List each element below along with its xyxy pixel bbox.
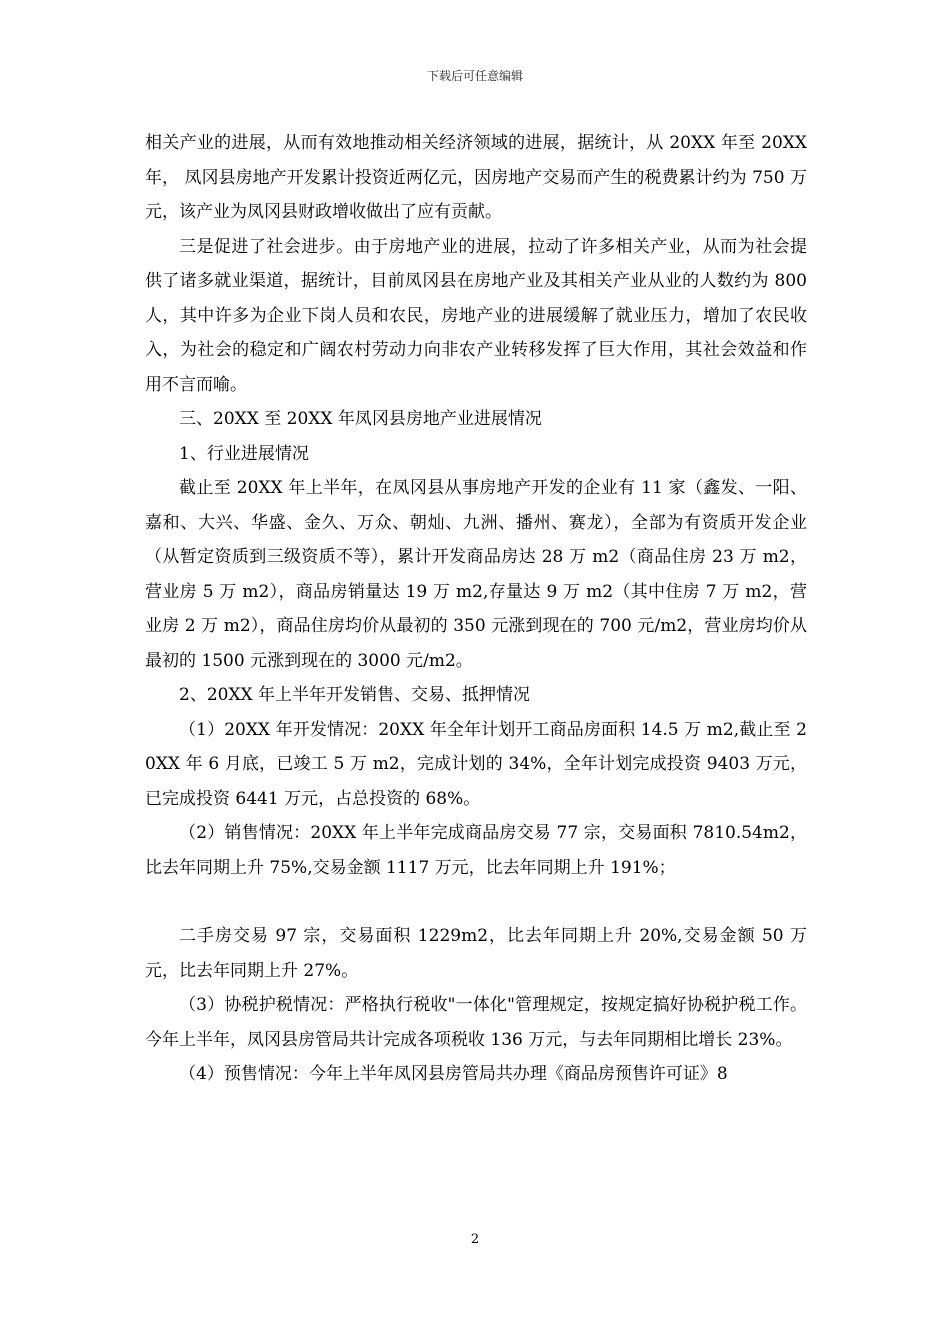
- subsection-heading-industry: 1、行业进展情况: [179, 443, 309, 464]
- paragraph-presale: （4）预售情况：今年上半年凤冈县房管局共办理《商品房预售许可证》8: [179, 1064, 728, 1084]
- paragraph-development: （1）20XX 年开发情况：20XX 年全年计划开工商品房面积 14.5 万 m2,截止至 20XX 年 6 月底，已竣工 5 万 m2，完成计划的 34%，全年计划完成投资 9403 万元，已完成投资 6441 万元，占总投资的 68%。: [145, 719, 807, 809]
- paragraph-gap: [145, 885, 807, 919]
- paragraph-related-industry: 相关产业的进展，从而有效地推动相关经济领域的进展，据统计，从 20XX 年至 20XX 年， 凤冈县房地产开发累计投资近两亿元，因房地产交易而产生的税费累计约为 750 万元，该产业为凤冈县财政增收做出了应有贡献。: [145, 133, 807, 222]
- document-body: [145, 126, 807, 1092]
- paragraph-industry-status: 截止至 20XX 年上半年，在凤冈县从事房地产开发的企业有 11 家（鑫发、一阳、嘉和、大兴、华盛、金久、万众、朝灿、九洲、播州、赛龙），全部为有资质开发企业（从暂定资质到三级资质不等），累计开发商品房达 28 万 m2（商品住房 23 万 m2，营业房 5 万 m2），商品房销量达 19 万 m2,存量达 9 万 m2（其中住房 7 万 m2，营业房 2 万 m2），商品住房均价从最初的 350 元涨到现在的 700 元/m2，营业房均价从最初的 1500 元涨到现在的 3000 元/m2。: [145, 478, 807, 671]
- paragraph-sales: （2）销售情况：20XX 年上半年完成商品房交易 77 宗，交易面积 7810.54m2，比去年同期上升 75%,交易金额 1117 万元，比去年同期上升 191%；: [145, 823, 807, 878]
- paragraph-social-progress: 三是促进了社会进步。由于房地产业的进展，拉动了许多相关产业，从而为社会提供了诸多就业渠道，据统计，目前凤冈县在房地产业及其相关产业从业的人数约为 800 人，其中许多为企业下岗人员和农民，房地产业的进展缓解了就业压力，增加了农民收入，为社会的稳定和广阔农村劳动力向非农产业转移发挥了巨大作用，其社会效益和作用不言而喻。: [145, 236, 807, 395]
- paragraph-second-hand: 二手房交易 97 宗，交易面积 1229m2，比去年同期上升 20%,交易金额 50 万元，比去年同期上升 27%。: [145, 926, 807, 981]
- page-number: 2: [470, 1232, 480, 1247]
- section-heading: 三、20XX 至 20XX 年凤冈县房地产业进展情况: [179, 409, 542, 429]
- paragraph-tax: （3）协税护税情况：严格执行税收"一体化"管理规定，按规定搞好协税护税工作。今年上半年，凤冈县房管局共计完成各项税收 136 万元，与去年同期相比增长 23%。: [145, 995, 807, 1050]
- page-header: 下载后可任意编辑: [426, 69, 523, 83]
- subsection-heading-sales: 2、20XX 年上半年开发销售、交易、抵押情况: [179, 685, 531, 705]
